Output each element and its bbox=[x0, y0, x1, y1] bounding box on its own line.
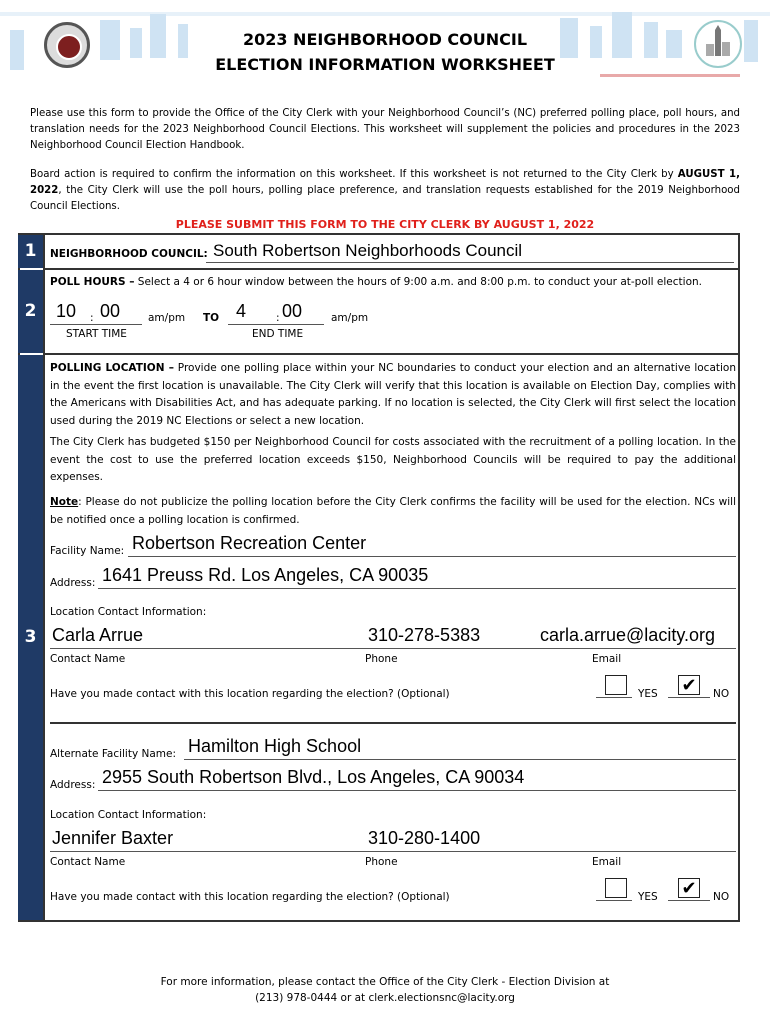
neighborhood-council-field[interactable]: South Robertson Neighborhoods Council bbox=[213, 241, 523, 260]
contact-name-label: Contact Name bbox=[50, 653, 126, 665]
contact-email-field[interactable]: carla.arrue@lacity.org bbox=[540, 625, 715, 645]
to-label: TO bbox=[203, 312, 220, 324]
no-checkbox[interactable]: ✔ bbox=[678, 675, 700, 695]
address-underline bbox=[98, 588, 736, 589]
deadline-date: AUGUST 1, 2022 bbox=[30, 169, 740, 196]
section-number-1: 1 bbox=[18, 235, 43, 268]
number-column-divider bbox=[43, 233, 45, 922]
alternate-address-label: Address: bbox=[50, 779, 96, 791]
section-divider-1 bbox=[43, 268, 740, 270]
facility-name-underline bbox=[128, 556, 736, 557]
location-contact-label: Location Contact Information: bbox=[50, 606, 207, 618]
alternate-contact-label: Location Contact Information: bbox=[50, 809, 207, 821]
contact-name-field[interactable]: Carla Arrue bbox=[52, 625, 144, 645]
end-time-underline bbox=[228, 324, 324, 325]
section-number-3: 3 bbox=[18, 355, 43, 920]
no-underline bbox=[668, 697, 710, 698]
facility-name-label: Facility Name: bbox=[50, 545, 125, 557]
page-title-line1: 2023 NEIGHBORHOOD COUNCIL bbox=[242, 30, 528, 49]
alternate-phone-label: Phone bbox=[365, 856, 398, 868]
end-minute-field[interactable]: 00 bbox=[282, 301, 303, 321]
alternate-facility-underline bbox=[184, 759, 736, 760]
poll-hours-instructions: POLL HOURS – Select a 4 or 6 hour window between the hours of 9:00 a.m. and 8:00 p.m. to conduct your at-poll election. bbox=[50, 276, 702, 288]
start-colon: : bbox=[90, 312, 94, 324]
no-label: NO bbox=[713, 688, 730, 700]
polling-location-description: POLLING LOCATION – Provide one polling place within your NC boundaries to conduct your election and an alternative location in the event the first location is unavailable. The City Clerk will verify that this location is available on Election Day, complies with the Americans with Disabilities Act, and has adequate parking. If no location is selected, the City Clerk will first select the location used during the 2019 NC Elections or select a new location. bbox=[50, 362, 737, 427]
contact-phone-field[interactable]: 310-278-5383 bbox=[368, 625, 481, 645]
alternate-contact-name-label: Contact Name bbox=[50, 856, 126, 868]
alternate-contacted-question: Have you made contact with this location regarding the election? (Optional) bbox=[50, 891, 450, 903]
contacted-question: Have you made contact with this location regarding the election? (Optional) bbox=[50, 688, 450, 700]
start-hour-field[interactable]: 10 bbox=[56, 301, 77, 321]
footer-line-2: (213) 978-0444 or at clerk.electionsnc@lacity.org bbox=[255, 992, 515, 1004]
intro-paragraph-1: Please use this form to provide the Office of the City Clerk with your Neighborhood Council’s (NC) preferred polling place, poll hours, and translation needs for the 2023 Neighborhood Council Elections. This worksheet will supplement the policies and procedures in the 2023 Neighborhood Council Election Handbook. bbox=[30, 108, 740, 151]
neighborhood-council-label: NEIGHBORHOOD COUNCIL: bbox=[50, 248, 208, 260]
intro-paragraph-2: Board action is required to confirm the information on this worksheet. If this worksheet is not returned to the City Clerk by AUGUST 1, 2022, the City Clerk will use the poll hours, polling place preference, and translation requests established for the 2019 Neighborhood Council Elections. bbox=[30, 169, 740, 212]
alternate-yes-checkbox[interactable] bbox=[605, 878, 627, 898]
neighborhood-council-underline bbox=[206, 262, 734, 263]
section-divider-2 bbox=[43, 353, 740, 355]
alternate-facility-field[interactable]: Hamilton High School bbox=[188, 736, 362, 756]
start-time-label: START TIME bbox=[66, 328, 127, 340]
section-number-2: 2 bbox=[18, 270, 43, 353]
alternate-yes-underline bbox=[596, 900, 632, 901]
alternate-yes-label: YES bbox=[638, 891, 658, 903]
end-hour-field[interactable]: 4 bbox=[236, 301, 247, 321]
end-ampm-label: am/pm bbox=[331, 312, 369, 324]
alternate-address-field[interactable]: 2955 South Robertson Blvd., Los Angeles, CA 90034 bbox=[102, 767, 525, 787]
note-paragraph: Note: Please do not publicize the polling location before the City Clerk confirms the facility will be used for the election. NCs will be notified once a polling location is confirmed. bbox=[50, 496, 736, 526]
alternate-contact-underline bbox=[50, 851, 736, 852]
end-time-label: END TIME bbox=[252, 328, 304, 340]
alternate-no-checkbox[interactable]: ✔ bbox=[678, 878, 700, 898]
alternate-contact-name-field[interactable]: Jennifer Baxter bbox=[52, 828, 174, 848]
alternate-facility-label: Alternate Facility Name: bbox=[50, 748, 177, 760]
alternate-email-label: Email bbox=[592, 856, 622, 868]
contact-underline bbox=[50, 648, 736, 649]
footer-line-1: For more information, please contact the Office of the City Clerk - Election Division at bbox=[160, 976, 610, 988]
alternate-divider bbox=[50, 722, 736, 724]
end-colon: : bbox=[276, 312, 280, 324]
alternate-no-underline bbox=[668, 900, 710, 901]
address-label: Address: bbox=[50, 577, 96, 589]
start-minute-field[interactable]: 00 bbox=[100, 301, 121, 321]
yes-checkbox[interactable] bbox=[605, 675, 627, 695]
budget-paragraph: The City Clerk has budgeted $150 per Neighborhood Council for costs associated with the recruitment of a polling location. In the event the cost to use the preferred location exceeds $150, Neighborhood Councils will be required to pay the additional expenses. bbox=[50, 436, 736, 483]
start-ampm-label: am/pm bbox=[148, 312, 186, 324]
alternate-address-underline bbox=[98, 790, 736, 791]
email-label: Email bbox=[592, 653, 622, 665]
yes-label: YES bbox=[638, 688, 658, 700]
facility-name-field[interactable]: Robertson Recreation Center bbox=[132, 533, 367, 553]
alternate-contact-phone-field[interactable]: 310-280-1400 bbox=[368, 828, 481, 848]
yes-underline bbox=[596, 697, 632, 698]
phone-label: Phone bbox=[365, 653, 398, 665]
alternate-no-label: NO bbox=[713, 891, 730, 903]
address-field[interactable]: 1641 Preuss Rd. Los Angeles, CA 90035 bbox=[102, 565, 429, 585]
page-title-line2: ELECTION INFORMATION WORKSHEET bbox=[215, 55, 555, 74]
deadline-notice: PLEASE SUBMIT THIS FORM TO THE CITY CLERK BY AUGUST 1, 2022 bbox=[175, 218, 595, 231]
start-time-underline bbox=[50, 324, 142, 325]
